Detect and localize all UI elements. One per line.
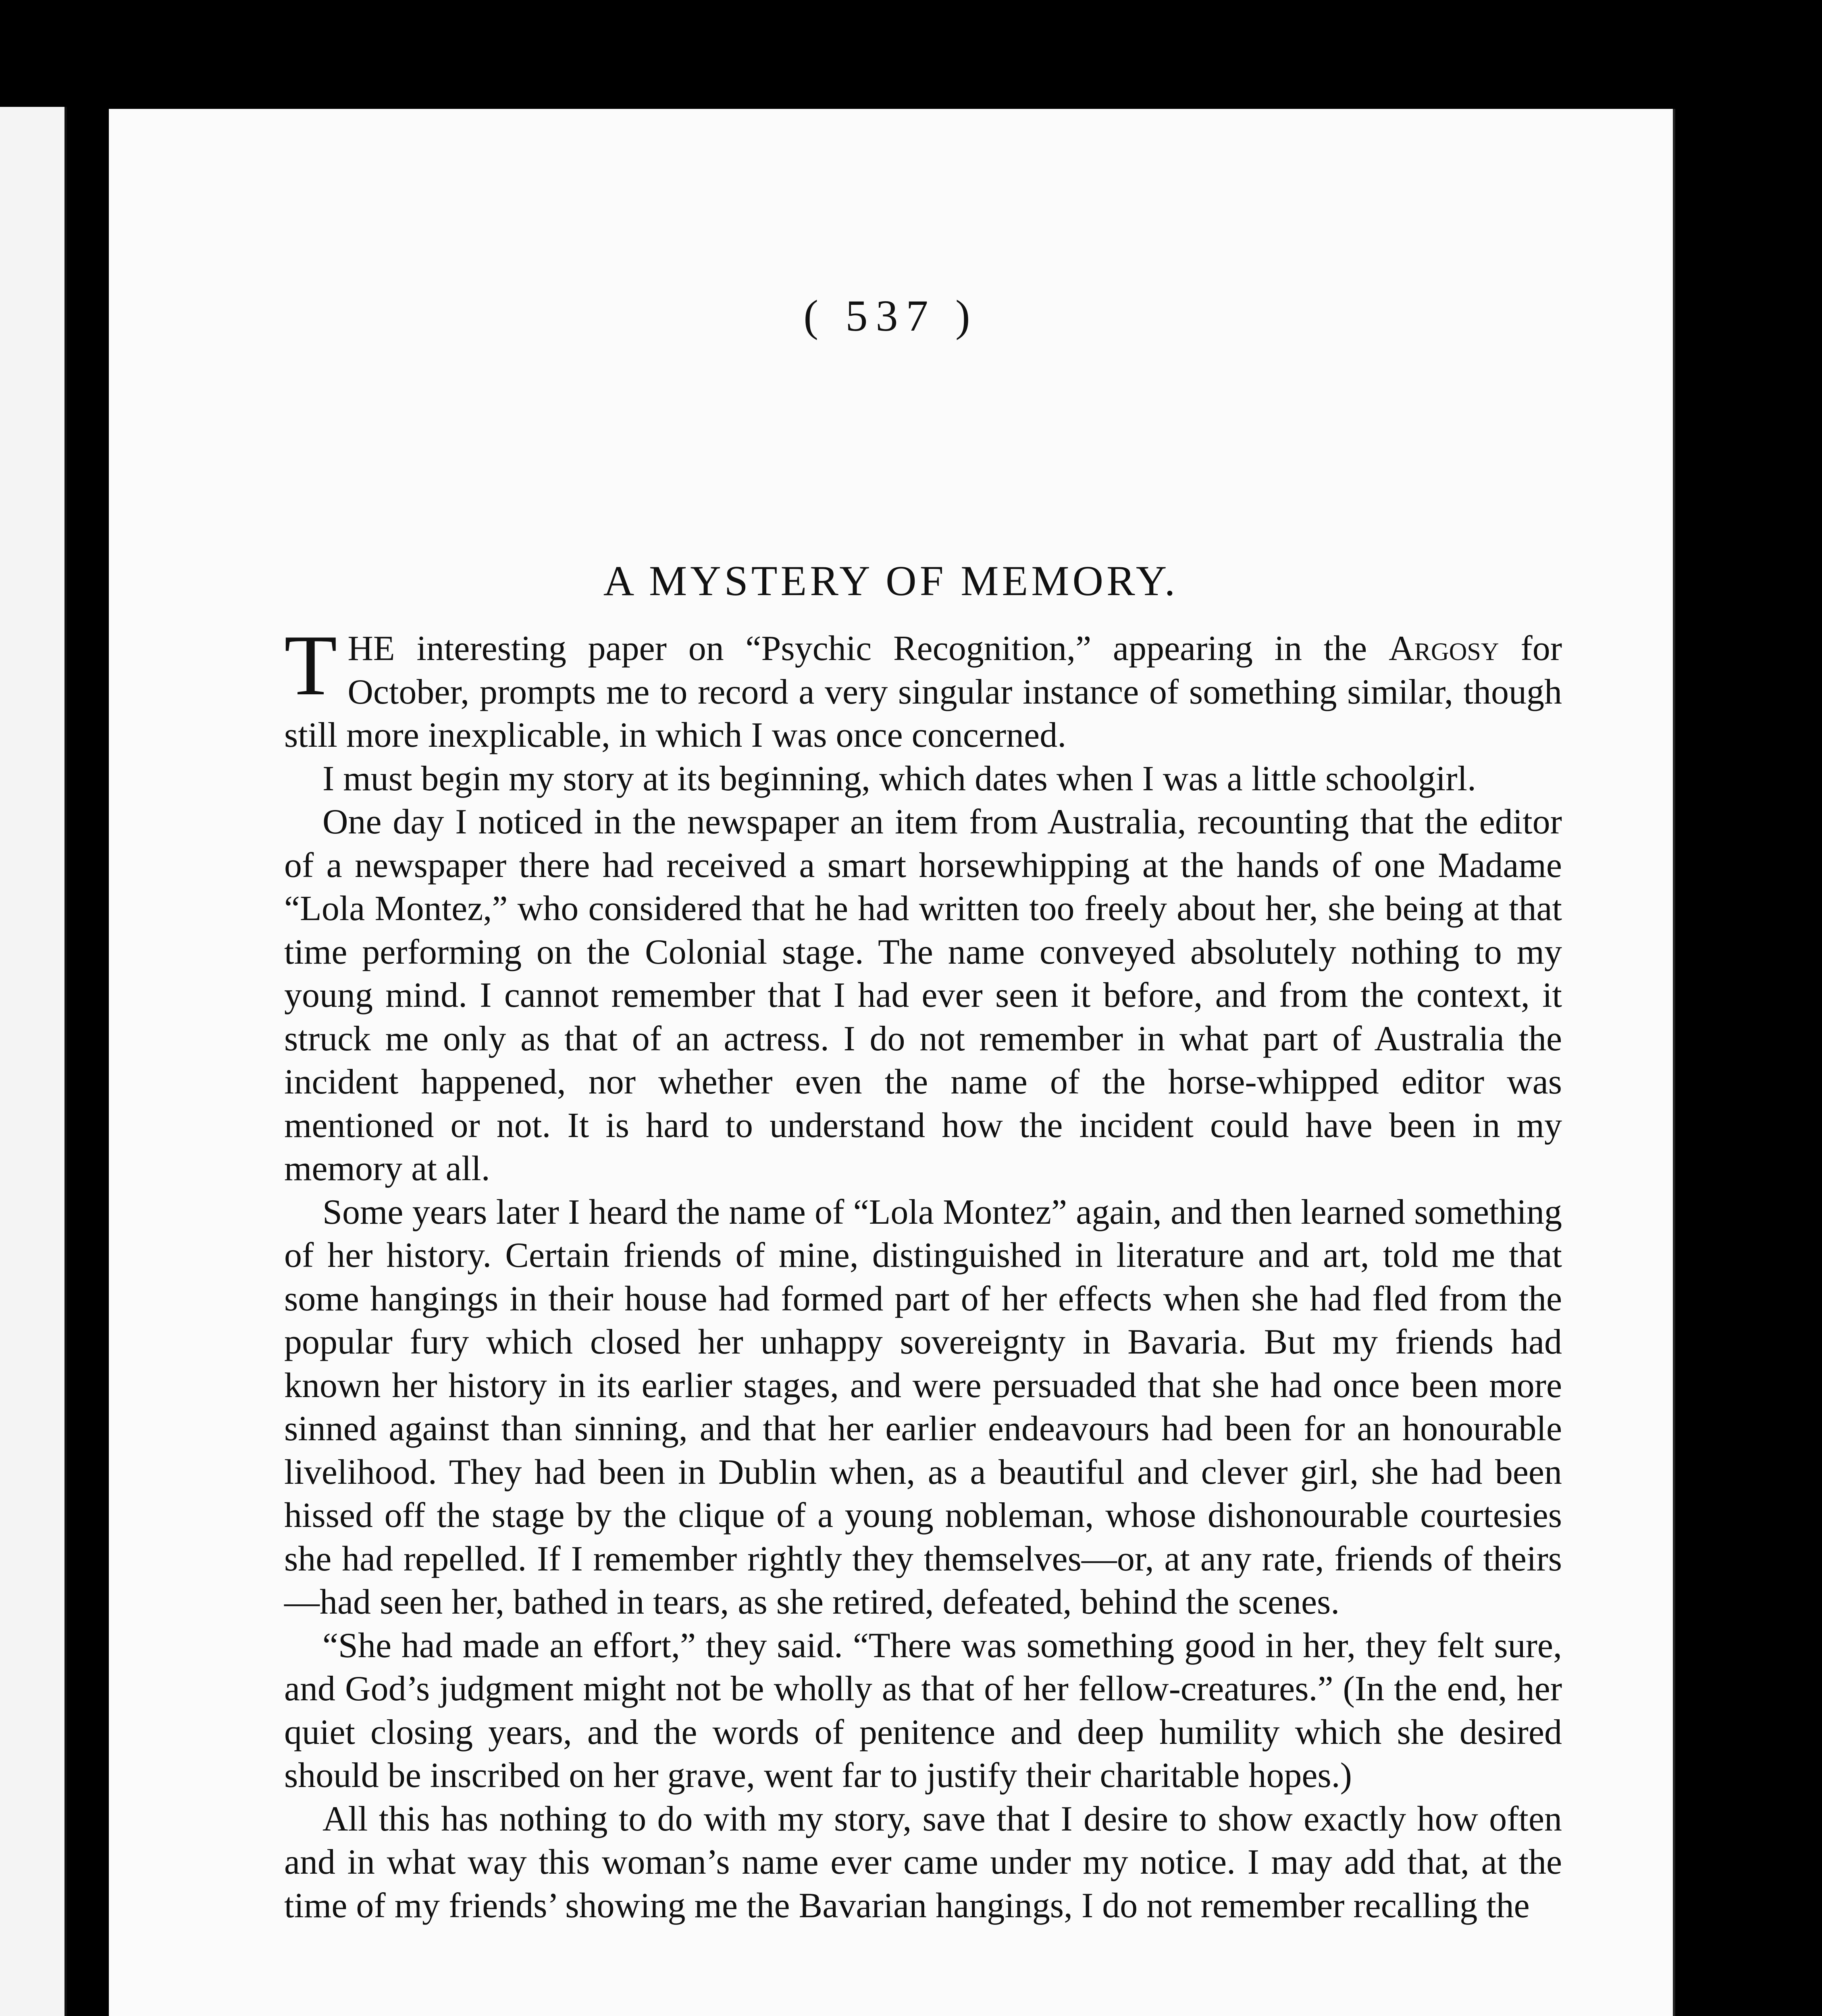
drop-cap: T (284, 617, 337, 713)
paragraph-6: All this has nothing to do with my story, save that I desire to show exactly how often and in what way this woman’s name ever came under my notice. I may add that, at the time of my friends’ showing me the Bavarian hangings, I do not remember recalling the (284, 1799, 1562, 1925)
paragraph-3: One day I noticed in the newspaper an item from Australia, recounting that the editor of a newspaper there had received a smart horsewhipping at the hands of one Madame “Lola Montez,” who considered that he had written too freely about her, she being at that time performing on the Colonial stage. The name conveyed absolutely nothing to my young mind. I cannot remember that I had ever seen it before, and from the context, it struck me only as that of an actress. I do not remember in what part of Australia the incident happened, nor whether even the name of the horse-whipped editor was mentioned or not. It is hard to understand how the incident could have been in my memory at all. (284, 802, 1562, 1188)
adjacent-page-edge (0, 107, 67, 2016)
paragraph-1 (284, 617, 1562, 757)
magazine-name: Argosy (1388, 629, 1499, 668)
article-body (284, 617, 1562, 1927)
paragraph-2: I must begin my story at its beginning, which dates when I was a little schoolgirl. (322, 759, 1476, 798)
paragraph-4: Some years later I heard the name of “Lola Montez” again, and then learned something of her history. Certain friends of mine, distinguished in literature and art, told me that some hangings in their house had formed part of her effects when she had fled from the popular fury which closed her unhappy sovereignty in Bavaria. But my friends had known her history in its earlier stages, and were persuaded that she had once been more sinned against than sinning, and that her earlier endeavours had been for an honourable livelihood. They had been in Dublin when, as a beautiful and clever girl, she had been hissed off the stage by the clique of a young nobleman, whose dishonourable courtesies she had repelled. If I remember rightly they themselves—or, at any rate, friends of theirs—had seen her, bathed in tears, as she retired, defeated, behind the scenes. (284, 1192, 1562, 1622)
article-title: A MYSTERY OF MEMORY. (603, 557, 1179, 604)
book-page (109, 109, 1673, 2016)
paragraph-1-text-a: HE interesting paper on “Psychic Recognition,” appearing in the (347, 629, 1389, 668)
paragraph-1-text-b: for October, prompts me to record a very singular instance of something similar, though still more inexplicable, in which I was once concerned. (284, 629, 1562, 755)
page-number: ( 537 ) (803, 291, 978, 340)
paragraph-5: “She had made an effort,” they said. “There was something good in her, they felt sure, and God’s judgment might not be wholly as that of her fellow-creatures.” (In the end, her quiet closing years, and the words of penitence and deep humility which she desired should be inscribed on her grave, went far to justify their charitable hopes.) (284, 1626, 1562, 1795)
